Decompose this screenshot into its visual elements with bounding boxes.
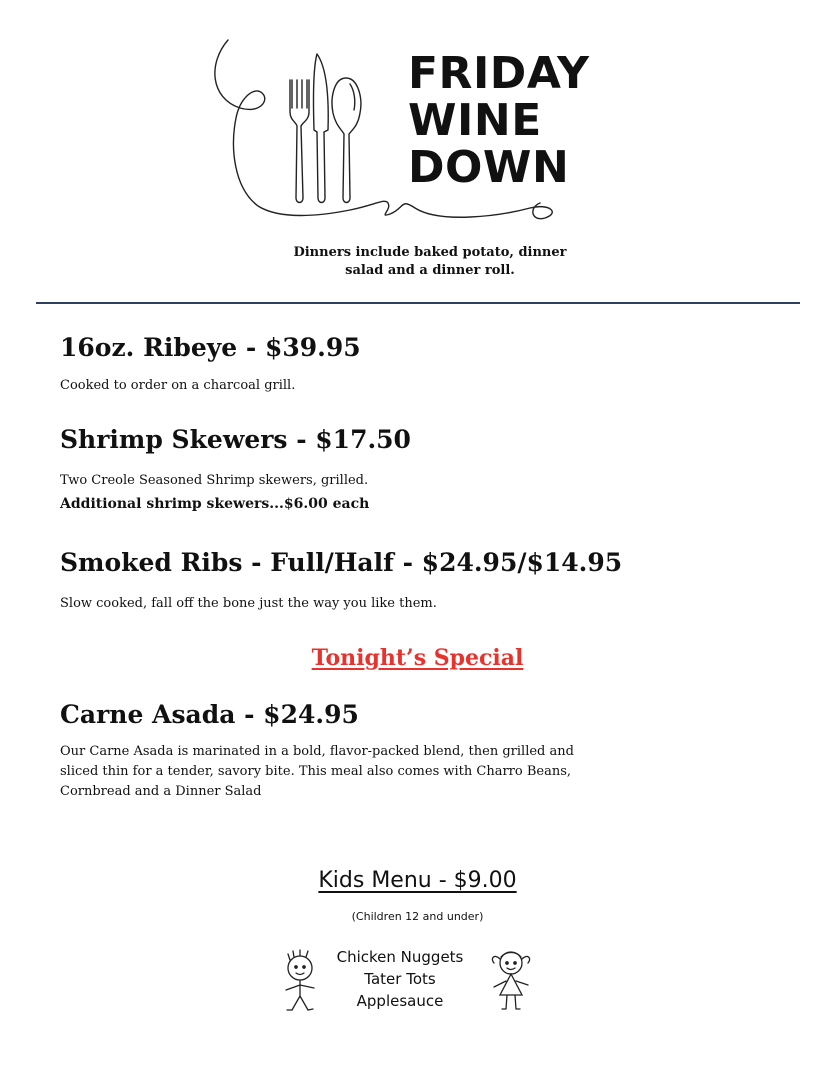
kids-item-nuggets: Chicken Nuggets bbox=[336, 948, 464, 966]
shrimp-skewers-addon: Additional shrimp skewers...$6.00 each bbox=[60, 496, 370, 512]
carne-asada-line-1: Our Carne Asada is marinated in a bold, flavor-packed blend, then grilled and bbox=[60, 744, 574, 759]
tonights-special-heading: Tonight’s Special bbox=[311, 645, 524, 671]
dinner-includes-note bbox=[270, 244, 590, 280]
carne-asada-line-2: sliced thin for a tender, savory bite. This meal also comes with Charro Beans, bbox=[60, 764, 572, 779]
ribeye-title: 16oz. Ribeye - $39.95 bbox=[60, 333, 361, 362]
girl-doodle-icon bbox=[486, 945, 536, 1013]
kids-menu-note: (Children 12 and under) bbox=[351, 910, 484, 923]
title-line-3: DOWN bbox=[408, 142, 570, 193]
carne-asada-title: Carne Asada - $24.95 bbox=[60, 700, 359, 729]
section-divider bbox=[36, 302, 800, 304]
carne-asada-description bbox=[60, 742, 574, 802]
subtitle-line-2: salad and a dinner roll. bbox=[345, 263, 515, 278]
smoked-ribs-title: Smoked Ribs - Full/Half - $24.95/$14.95 bbox=[60, 548, 623, 577]
carne-asada-line-3: Cornbread and a Dinner Salad bbox=[60, 784, 262, 799]
smoked-ribs-description: Slow cooked, fall off the bone just the way you like them. bbox=[60, 596, 437, 611]
shrimp-skewers-description: Two Creole Seasoned Shrimp skewers, grilled. bbox=[60, 473, 369, 488]
kids-item-tater-tots: Tater Tots bbox=[364, 970, 436, 988]
title-line-1: FRIDAY bbox=[408, 48, 590, 99]
page-title bbox=[408, 50, 590, 191]
kids-item-applesauce: Applesauce bbox=[356, 992, 444, 1010]
title-line-2: WINE bbox=[408, 95, 542, 146]
subtitle-line-1: Dinners include baked potato, dinner bbox=[293, 245, 567, 260]
ribeye-description: Cooked to order on a charcoal grill. bbox=[60, 378, 296, 393]
shrimp-skewers-title: Shrimp Skewers - $17.50 bbox=[60, 425, 411, 454]
kids-menu-title: Kids Menu - $9.00 bbox=[318, 868, 517, 893]
kids-menu-items bbox=[300, 946, 500, 1012]
